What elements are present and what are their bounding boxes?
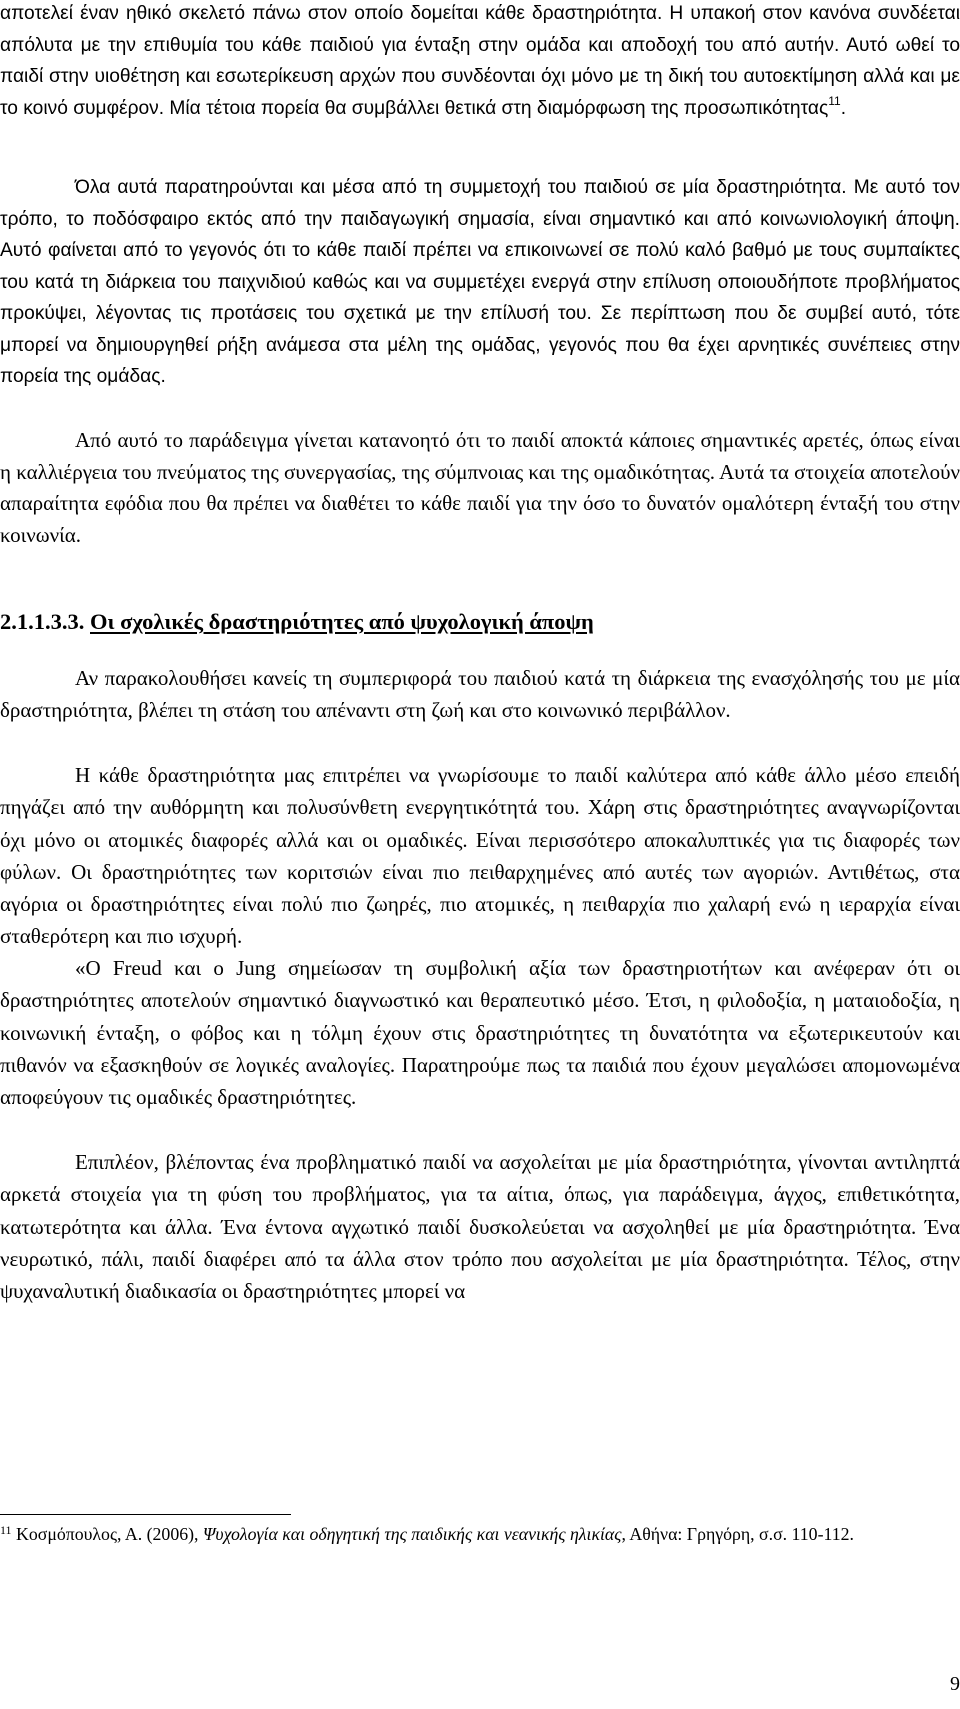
paragraph-4: Αν παρακολουθήσει κανείς τη συμπεριφορά του παιδιού κατά τη διάρκεια της ενασχόλησής του με μία δραστηριότητα, βλέπει τη στάση του απέναντι στη ζωή και στο κοινωνικό περιβάλλον.: [0, 666, 960, 723]
paragraph-5: Η κάθε δραστηριότητα μας επιτρέπει να γνωρίσουμε το παιδί καλύτερα από κάθε άλλο μέσο επειδή πηγάζει από την αυθόρμητη και πολυσύνθετη ενεργητικότητά του. Χάρη στις δραστηριότητες αναγνωρίζονται όχι μόνο οι ατομικές διαφορές αλλά και οι ομαδικές. Είναι περισσότερο αποκαλυπτικές για τις διαφορές των φύλων. Οι δραστηριότητες των κοριτσιών είναι πιο πειθαρχημένες από αυτές των αγοριών. Αντιθέτως, στα αγόρια οι δραστηριότητες είναι πολύ πιο ζωηρές, πιο ατομικές, η πειθαρχία πιο χαλαρή ενώ η ιεραρχία είναι σταθερότερη και πιο ισχυρή.: [0, 763, 960, 949]
footnote-book-title: Ψυχολογία και οδηγητική της παιδικής και νεανικής ηλικίας: [202, 1524, 622, 1544]
footnote-marker: 11: [0, 1523, 12, 1537]
footnote-publisher: , Αθήνα: Γρηγόρη, σ.σ. 110-112.: [621, 1524, 854, 1544]
footnote: [0, 1520, 960, 1549]
section-heading: [0, 607, 594, 637]
paragraph-7: Επιπλέον, βλέποντας ένα προβληματικό παιδί να ασχολείται με μία δραστηριότητα, γίνονται αντιληπτά αρκετά στοιχεία για τη φύση του προβλήματος, για τα αίτια, όπως, για παράδειγμα, άγχος, επιθετικότητα, κατωτερότητα και άλλα. Ένα έντονα αγχωτικό παιδί δυσκολεύεται να ασχοληθεί με μία δραστηριότητα. Ένα νευρωτικό, πάλι, παιδί διαφέρει από τα άλλα στον τρόπο που ασχολείται με μία δραστηριότητα. Τέλος, στην ψυχαναλυτική διαδικασία οι δραστηριότητες μπορεί να: [0, 1150, 960, 1304]
paragraph-6: «Ο Freud και ο Jung σημείωσαν τη συμβολική αξία των δραστηριοτήτων και ανέφεραν ότι οι δραστηριότητες αποτελούν σημαντικό διαγνωστικό και θεραπευτικό μέσο. Έτσι, η φιλοδοξία, η ματαιοδοξία, η κοινωνική ένταξη, ο φόβος και η τόλμη έχουν στις δραστηριότητες τη δυνατότητα να εξωτερικευτούν και πιθανόν να εξασκηθούν σε λογικές αναλογίες. Παρατηρούμε πως τα παιδιά που έχουν μεγαλώσει απομονωμένα αποφεύγουν τις ομαδικές δραστηριότητες.: [0, 956, 960, 1110]
paragraph-2: Όλα αυτά παρατηρούνται και μέσα από τη συμμετοχή του παιδιού σε μία δραστηριότητα. Με αυτό τον τρόπο, το ποδόσφαιρο εκτός από την παιδαγωγική σημασία, είναι σημαντικό και από κοινωνιολογική άποψη. Αυτό φαίνεται από το γεγονός ότι το κάθε παιδί πρέπει να επικοινωνεί σε πολύ καλό βαθμό με τους συμπαίκτες του κατά τη διάρκεια του παιχνιδιού καθώς και να συμμετέχει ενεργά στην επίλυση οποιουδήποτε προβλήματος προκύψει, λέγοντας τις προτάσεις του σχετικά με την επίλυσή του. Σε περίπτωση που δε συμβεί αυτό, τότε μπορεί να δημιουργηθεί ρήξη ανάμεσα στα μέλη της ομάδας, γεγονός που θα έχει αρνητικές συνέπειες στην πορεία της ομάδας.: [0, 177, 960, 387]
footnote-reference[interactable]: 11: [828, 93, 841, 108]
section-title: Οι σχολικές δραστηριότητες από ψυχολογική άποψη: [90, 609, 594, 634]
footnote-author: Κοσμόπουλος, Α. (2006),: [16, 1524, 203, 1544]
paragraph-1: αποτελεί έναν ηθικό σκελετό πάνω στον οποίο δομείται κάθε δραστηριότητα. Η υπακοή στον κανόνα συνδέεται απόλυτα με την επιθυμία του κάθε παιδιού για ένταξη στην ομάδα και αποδοχή του από αυτήν. Αυτό ωθεί το παιδί στην υιοθέτηση και εσωτερίκευση αρχών που συνδέονται όχι μόνο με τη δική του αυτοεκτίμηση αλλά και με το κοινό συμφέρον. Μία τέτοια πορεία θα συμβάλλει θετικά στη διαμόρφωση της προσωπικότητας$^{11}$.: [0, 3, 960, 119]
section-number: 2.1.1.3.3.: [0, 609, 85, 634]
page-number: 9: [950, 1673, 960, 1695]
paragraph-3: Από αυτό το παράδειγμα γίνεται κατανοητό ότι το παιδί αποκτά κάποιες σημαντικές αρετές, όπως είναι η καλλιέργεια του πνεύματος της συνεργασίας, της σύμπνοιας και της ομαδικότητας. Αυτά τα στοιχεία αποτελούν απαραίτητα εφόδια που θα πρέπει να διαθέτει το κάθε παιδί για την όσο το δυνατόν ομαλότερη ένταξή του στην κοινωνία.: [0, 428, 960, 548]
footnote-separator: [0, 1514, 291, 1515]
